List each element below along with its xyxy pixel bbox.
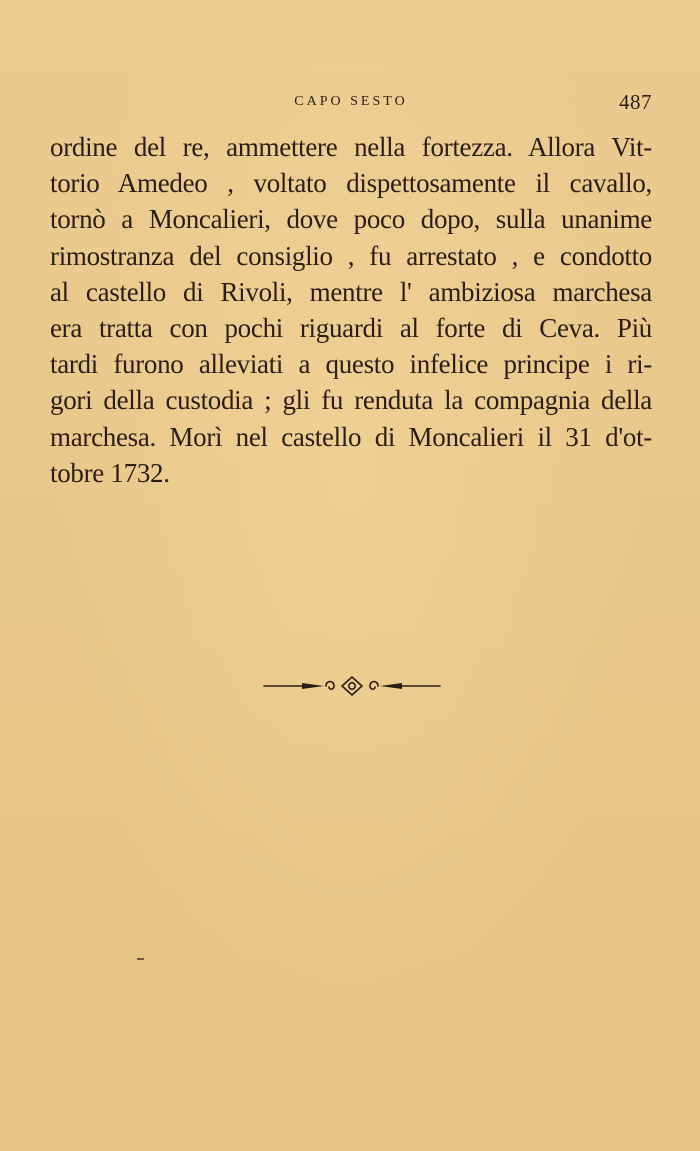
text-line: tornò a Moncalieri, dove poco dopo, sulla unanime	[50, 204, 652, 235]
text-line: tardi furono alleviati a questo infelice principe i ri-	[50, 349, 652, 380]
page-number: 487	[619, 90, 652, 114]
text-line: torio Amedeo , voltato dispettosamente il cavallo,	[50, 168, 652, 199]
text-line: gori della custodia ; gli fu renduta la compagnia della	[50, 385, 652, 416]
text-line: ordine del re, ammettere nella fortezza. Allora Vit-	[50, 132, 652, 162]
body-text	[50, 129, 652, 491]
text-line: rimostranza del consiglio , fu arrestato , e condotto	[50, 240, 652, 271]
text-line: al castello di Rivoli, mentre l' ambiziosa marchesa	[50, 276, 652, 307]
text-line: marchesa. Morì nel castello di Moncalieri il 31 d'ot-	[50, 421, 652, 452]
page-header	[50, 90, 652, 114]
decorative-tailpiece-icon	[262, 674, 442, 698]
text-line: era tratta con pochi riguardi al forte di Ceva. Più	[50, 312, 652, 343]
running-title: CAPO SESTO	[294, 94, 408, 109]
text-line: tobre 1732.	[50, 457, 170, 488]
ink-speck	[137, 958, 144, 960]
